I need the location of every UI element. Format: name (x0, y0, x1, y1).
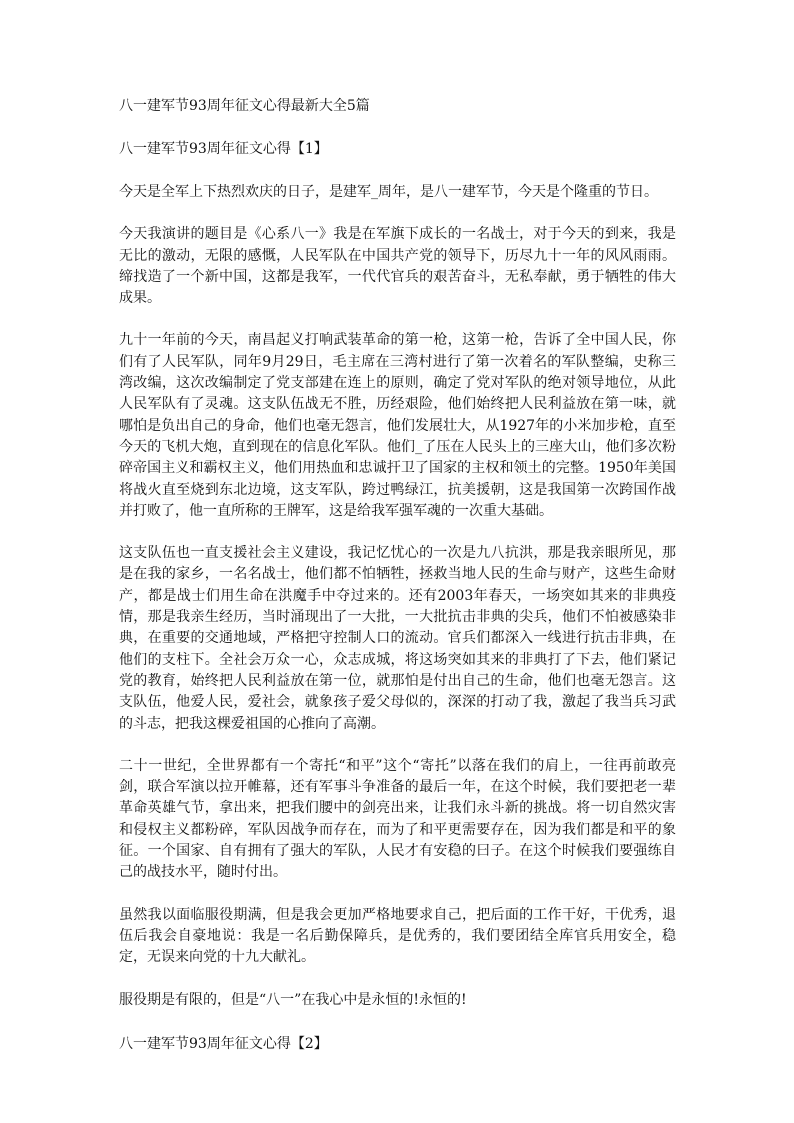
paragraph-2: 今天我演讲的题目是《心系八一》我是在军旗下成长的一名战士，对于今天的到来，我是无比的激动，无限的感慨，人民军队在中国共产党的领导下，历尽九十一年的风风雨雨。缔找造了一个新中国，这都是我军，一代代官兵的艰苦奋斗，无私奉献，勇于牺牲的伟大成果。 (119, 226, 676, 307)
paragraph-3: 九十一年前的今天，南昌起义打响武装革命的第一枪，这第一枪，告诉了全中国人民，你们有了人民军队，同年9月29日，毛主席在三湾村进行了第一次着名的军队整编，史称三湾改编，这次改编制定了党支部建在连上的原则，确定了党对军队的绝对领导地位，从此人民军队有了灵魂。这支队伍战无不胜，历经艰险，他们始终把人民利益放在第一味，就哪怕是负出自己的身命，他们也毫无怨言，他们发展壮大，从1927年的小米加步枪，直至今天的飞机大炮，直到现在的信息化军队。他们_了压在人民头上的三座大山，他们多次粉碎帝国主义和霸权主义，他们用热血和忠诚扞卫了国家的主权和领土的完整。1950年美国将战火直至烧到东北边境，这支军队，跨过鸭绿江，抗美援朝，这是我国第一次跨国作战并打败了，他一直所称的王牌军，这是给我军强军魂的一次重大基础。 (119, 332, 676, 519)
paragraph-4: 这支队伍也一直支援社会主义建设，我记忆忧心的一次是九八抗洪，那是我亲眼所见，那是在我的家乡，一名名战士，他们都不怕牺牲，拯救当地人民的生命与财产，这些生命财产，都是战士们用生命在洪魔手中夺过来的。还有2003年春天，一场突如其来的非典疫情，那是我亲生经历，当时涌现出了一大批，一大批抗击非典的尖兵，他们不怕被感染非典，在重要的交通地域，严格把守控制人口的流动。官兵们都深入一线进行抗击非典，在他们的支柱下。全社会万众一心，众志成城，将这场突如其来的非典打了下去，他们紧记党的教育，始终把人民利益放在第一位，就那怕是付出自己的生命，他们也毫无怨言。这支队伍，他爱人民，爱社会，就象孩子爱父母似的，深深的打动了我，激起了我当兵习武的斗志，把我这棵爱祖国的心推向了高潮。 (119, 545, 676, 732)
paragraph-5: 二十一世纪，全世界都有一个寄托“和平”这个“寄托”以落在我们的肩上，一往再前敢亮剑，联合军演以拉开帷幕，还有军事斗争准备的最后一年，在这个时候，我们要把老一辈革命英雄气节，拿出来，把我们腰中的剑亮出来，让我们永斗新的挑战。将一切自然灾害和侵权主义都粉碎，军队因战争而存在，而为了和平更需要存在，因为我们都是和平的象征。一个国家、自有拥有了强大的军队，人民才有安稳的曰子。在这个时候我们要强练自己的战技水平，随时付出。 (119, 757, 676, 881)
paragraph-1: 今天是全军上下热烈欢庆的日子，是建军_周年，是八一建军节，今天是个隆重的节日。 (119, 184, 658, 200)
paragraph-7: 服役期是有限的，但是“八一”在我心中是永恒的!永恒的! (119, 991, 467, 1008)
section-1-heading: 八一建军节93周年征文心得【1】 (119, 141, 328, 157)
document-title: 八一建军节93周年征文心得最新大全5篇 (119, 98, 370, 114)
paragraph-6: 虽然我以面临服役期满，但是我会更加严格地要求自己，把后面的工作干好，干优秀，退伍后我会自豪地说：我是一名后勤保障兵，是优秀的，我们要团结全库官兵用安全，稳定，无误来向党的十九大献礼。 (119, 906, 676, 966)
section-2-heading: 八一建军节93周年征文心得【2】 (119, 1035, 328, 1052)
